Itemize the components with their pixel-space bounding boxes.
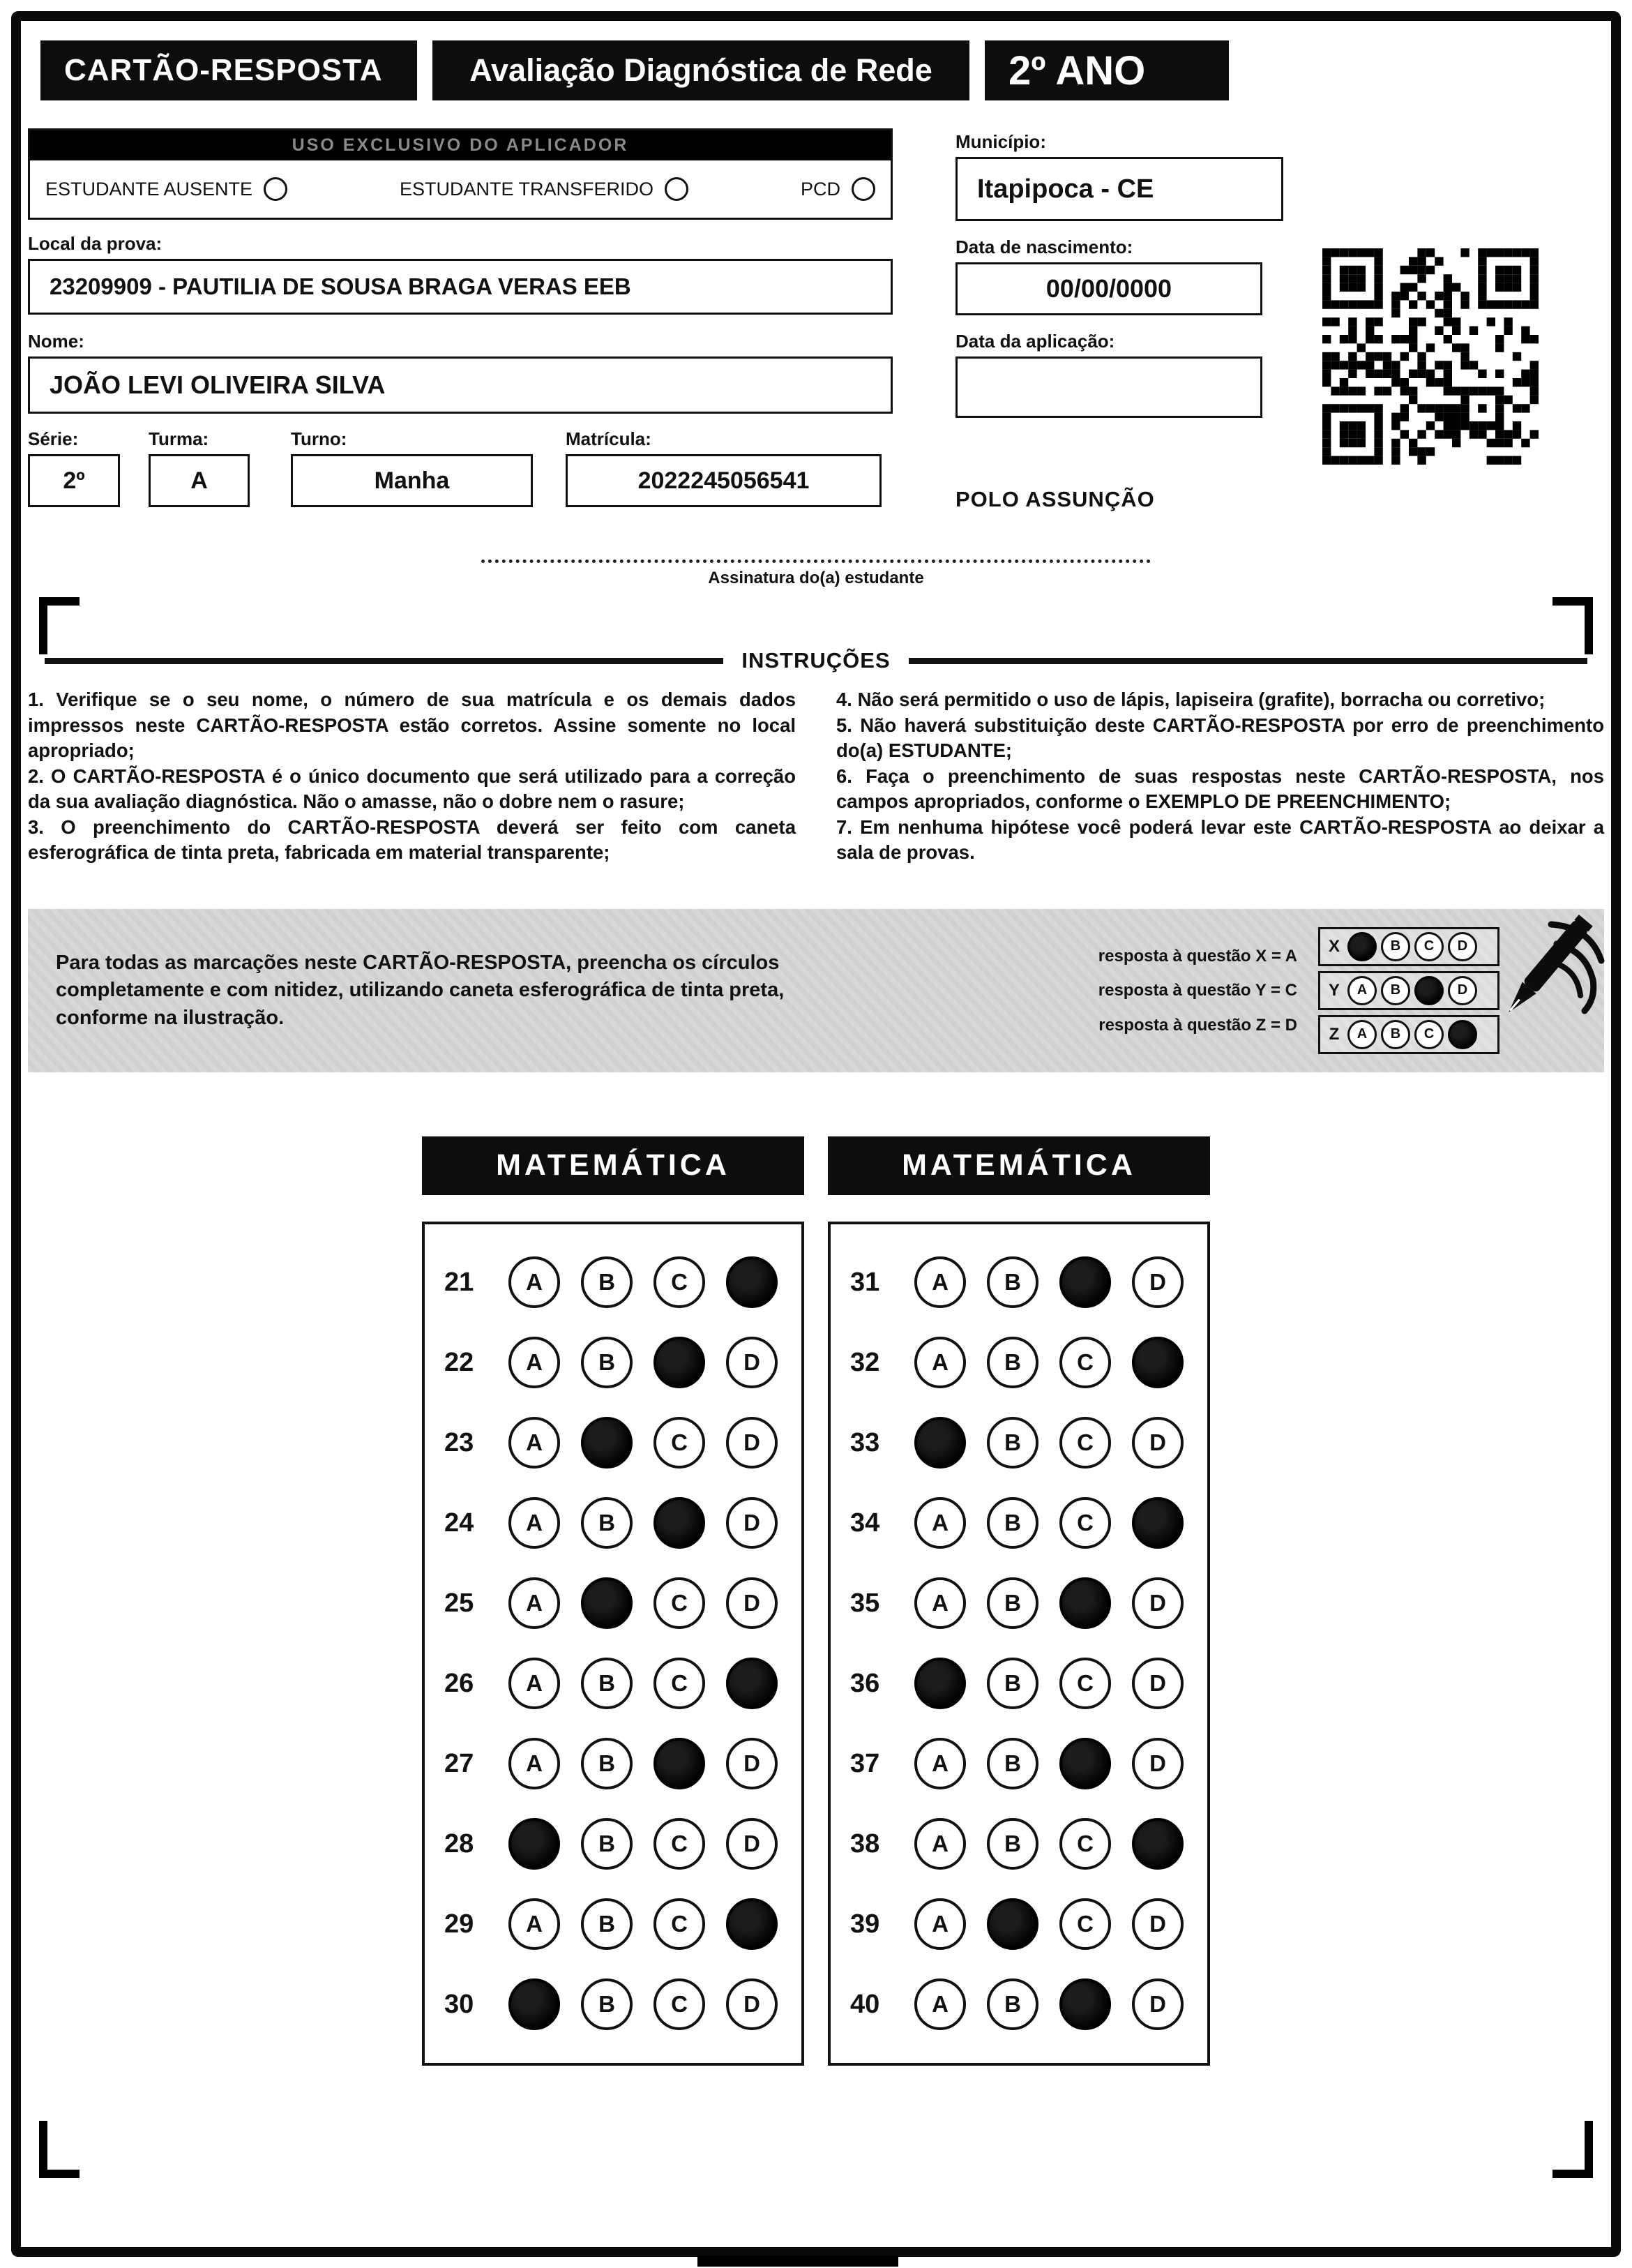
answer-bubble-q35-d[interactable]: D — [1132, 1577, 1184, 1629]
answer-bubble-q27-c[interactable] — [653, 1738, 705, 1789]
option-estudante-ausente — [45, 177, 287, 201]
answer-row-21 — [444, 1242, 801, 1323]
answer-row-36 — [850, 1644, 1207, 1724]
answer-bubble-q39-d[interactable]: D — [1132, 1898, 1184, 1950]
answer-bubble-q23-b[interactable] — [581, 1417, 633, 1469]
answer-bubble-q27-d[interactable]: D — [726, 1738, 778, 1789]
answer-grid-21-30 — [422, 1222, 804, 2066]
answer-bubble-q36-c[interactable]: C — [1059, 1658, 1111, 1709]
answer-bubble-q30-d[interactable]: D — [726, 1978, 778, 2030]
answer-row-22 — [444, 1323, 801, 1403]
instruction-item: 7. Em nenhuma hipótese você poderá levar este CARTÃO-RESPOSTA ao deixar a sala de provas. — [836, 816, 1604, 864]
answer-row-29 — [444, 1884, 801, 1965]
option-label: ESTUDANTE AUSENTE — [45, 178, 253, 200]
field-label: Data da aplicação: — [955, 331, 1115, 352]
answer-bubble-q29-a[interactable]: A — [508, 1898, 560, 1950]
answer-bubble-q22-a[interactable]: A — [508, 1337, 560, 1388]
assessment-title: Avaliação Diagnóstica de Rede — [432, 40, 969, 100]
answer-bubble-q22-d[interactable]: D — [726, 1337, 778, 1388]
legend-line-y: resposta à questão Y = C — [1098, 981, 1297, 1000]
answer-bubble-q26-d[interactable] — [726, 1658, 778, 1709]
field-data-aplicacao — [955, 331, 1290, 418]
answer-bubble-q21-c[interactable]: C — [653, 1256, 705, 1308]
answer-bubble-q32-d[interactable] — [1132, 1337, 1184, 1388]
question-number: 37 — [850, 1748, 880, 1778]
field-matricula — [566, 428, 882, 507]
answer-bubble-q32-a[interactable]: A — [914, 1337, 966, 1388]
aplicacao-value — [955, 356, 1262, 418]
answer-bubble-q29-c[interactable]: C — [653, 1898, 705, 1950]
answer-bubble-q37-c[interactable] — [1059, 1738, 1111, 1789]
answer-row-27 — [444, 1724, 801, 1804]
example-bubble-b: B — [1381, 932, 1410, 961]
turno-value: Manha — [291, 454, 533, 507]
question-number: 29 — [444, 1909, 474, 1939]
answer-bubble-q23-c[interactable]: C — [653, 1417, 705, 1469]
example-bubble-c: C — [1414, 1020, 1444, 1049]
field-turma — [149, 428, 250, 507]
question-number: 26 — [444, 1668, 474, 1698]
example-row-label: X — [1328, 936, 1340, 956]
answer-row-24 — [444, 1483, 801, 1563]
answer-bubble-q37-b[interactable]: B — [987, 1738, 1038, 1789]
question-number: 31 — [850, 1267, 880, 1297]
instructions-column-right — [836, 687, 1604, 866]
instruction-item: 1. Verifique se o seu nome, o número de sua matrícula e os demais dados impressos neste CARTÃO-RESPOSTA estão corretos. Assine somente no local apropriado; — [28, 689, 796, 762]
answer-bubble-q24-b[interactable]: B — [581, 1497, 633, 1549]
answer-bubble-q25-d[interactable]: D — [726, 1577, 778, 1629]
applicator-box — [28, 128, 893, 220]
answer-bubble-q27-a[interactable]: A — [508, 1738, 560, 1789]
answer-bubble-q26-b[interactable]: B — [581, 1658, 633, 1709]
example-bubble-b: B — [1381, 1020, 1410, 1049]
answer-bubble-q36-b[interactable]: B — [987, 1658, 1038, 1709]
question-number: 21 — [444, 1267, 474, 1297]
answer-bubble-q40-b[interactable]: B — [987, 1978, 1038, 2030]
answer-bubble-q39-a[interactable]: A — [914, 1898, 966, 1950]
answer-bubble-q31-c[interactable] — [1059, 1256, 1111, 1308]
answer-bubble-q35-b[interactable]: B — [987, 1577, 1038, 1629]
answer-bubble-q28-c[interactable]: C — [653, 1818, 705, 1870]
answer-bubble-q39-b[interactable] — [987, 1898, 1038, 1950]
answer-row-38 — [850, 1804, 1207, 1884]
answer-bubble-q34-d[interactable] — [1132, 1497, 1184, 1549]
option-label: PCD — [800, 178, 840, 200]
example-bubble-a — [1347, 932, 1377, 961]
example-bubble-b: B — [1381, 976, 1410, 1005]
qr-code — [1320, 246, 1541, 467]
answer-row-30 — [444, 1965, 801, 2045]
instructions-title: INSTRUÇÕES — [741, 648, 891, 673]
answer-row-33 — [850, 1403, 1207, 1483]
turma-value: A — [149, 454, 250, 507]
corner-mark-top-left — [39, 597, 80, 654]
answer-bubble-q28-b[interactable]: B — [581, 1818, 633, 1870]
answer-row-23 — [444, 1403, 801, 1483]
example-bubble-a: A — [1347, 976, 1377, 1005]
answer-bubble-q33-b[interactable]: B — [987, 1417, 1038, 1469]
corner-mark-bottom-right — [1552, 2121, 1593, 2178]
option-label: ESTUDANTE TRANSFERIDO — [400, 178, 654, 200]
nome-value: JOÃO LEVI OLIVEIRA SILVA — [28, 356, 893, 414]
example-bubble-c: C — [1414, 932, 1444, 961]
scan-timing-mark — [697, 2255, 898, 2267]
option-estudante-transferido — [400, 177, 688, 201]
answer-bubble-q32-b[interactable]: B — [987, 1337, 1038, 1388]
example-row-label: Z — [1329, 1024, 1340, 1044]
applicator-bar-title: USO EXCLUSIVO DO APLICADOR — [30, 130, 891, 160]
matricula-value: 2022245056541 — [566, 454, 882, 507]
answer-bubble-q30-c[interactable]: C — [653, 1978, 705, 2030]
pen-hand-illustration — [1455, 898, 1608, 1072]
signature-label: Assinatura do(a) estudante — [708, 569, 924, 587]
question-number: 40 — [850, 1989, 880, 2019]
question-number: 32 — [850, 1347, 880, 1377]
answer-bubble-q24-c[interactable] — [653, 1497, 705, 1549]
answer-bubble-q30-b[interactable]: B — [581, 1978, 633, 2030]
question-number: 36 — [850, 1668, 880, 1698]
field-label: Data de nascimento: — [955, 236, 1133, 257]
answer-bubble-q38-a[interactable]: A — [914, 1818, 966, 1870]
example-bubble-a: A — [1347, 1020, 1377, 1049]
answer-bubble-q36-d[interactable]: D — [1132, 1658, 1184, 1709]
answer-column-1 — [422, 1136, 804, 2066]
answer-bubble-q38-d[interactable] — [1132, 1818, 1184, 1870]
answer-column-2 — [828, 1136, 1210, 2066]
answer-bubble-q24-d[interactable]: D — [726, 1497, 778, 1549]
legend-line-z: resposta à questão Z = D — [1098, 1015, 1297, 1035]
question-number: 28 — [444, 1828, 474, 1858]
answer-bubble-q21-a[interactable]: A — [508, 1256, 560, 1308]
subject-header-matematica-1: MATEMÁTICA — [422, 1136, 804, 1195]
answer-bubble-q40-a[interactable]: A — [914, 1978, 966, 2030]
question-number: 33 — [850, 1427, 880, 1457]
answer-bubble-q40-c[interactable] — [1059, 1978, 1111, 2030]
field-label: Matrícula: — [566, 428, 651, 449]
field-label: Nome: — [28, 331, 84, 352]
answer-bubble-q24-a[interactable]: A — [508, 1497, 560, 1549]
answer-bubble-q35-c[interactable] — [1059, 1577, 1111, 1629]
municipio-value: Itapipoca - CE — [955, 157, 1283, 221]
corner-mark-top-right — [1552, 597, 1593, 654]
answer-bubble-q21-d[interactable] — [726, 1256, 778, 1308]
answer-row-39 — [850, 1884, 1207, 1965]
right-column — [955, 131, 1290, 433]
question-number: 27 — [444, 1748, 474, 1778]
pcd-bubble[interactable] — [852, 177, 875, 201]
question-number: 22 — [444, 1347, 474, 1377]
fill-example-text: Para todas as marcações neste CARTÃO-RESPOSTA, preencha os círculos completamente e com nitidez, utilizando caneta esferográfica de tinta preta, conforme na ilustração. — [56, 952, 785, 1029]
signature-area — [28, 560, 1604, 588]
answer-bubble-q23-a[interactable]: A — [508, 1417, 560, 1469]
field-label: Turno: — [291, 428, 347, 449]
fill-example-box — [28, 909, 1604, 1072]
subject-header-matematica-2: MATEMÁTICA — [828, 1136, 1210, 1195]
answer-bubble-q37-a[interactable]: A — [914, 1738, 966, 1789]
field-municipio — [955, 131, 1290, 221]
answer-bubble-q25-a[interactable]: A — [508, 1577, 560, 1629]
answer-row-34 — [850, 1483, 1207, 1563]
instruction-item: 2. O CARTÃO-RESPOSTA é o único documento que será utilizado para a correção da sua avaliação diagnóstica. Não o amasse, não o dobre nem o rasure; — [28, 765, 796, 813]
answer-row-40 — [850, 1965, 1207, 2045]
rule-right — [909, 658, 1587, 664]
rule-left — [45, 658, 723, 664]
answer-row-37 — [850, 1724, 1207, 1804]
answer-bubble-q23-d[interactable]: D — [726, 1417, 778, 1469]
answer-bubble-q36-a[interactable] — [914, 1658, 966, 1709]
instruction-item: 6. Faça o preenchimento de suas respostas neste CARTÃO-RESPOSTA, nos campos apropriados, conforme o EXEMPLO DE PREENCHIMENTO; — [836, 765, 1604, 813]
answer-sheet — [28, 28, 1604, 2066]
question-number: 30 — [444, 1989, 474, 2019]
field-label: Local da prova: — [28, 233, 163, 254]
answer-bubble-q39-c[interactable]: C — [1059, 1898, 1111, 1950]
answer-bubble-q33-a[interactable] — [914, 1417, 966, 1469]
answer-bubble-q22-b[interactable]: B — [581, 1337, 633, 1388]
answer-bubble-q26-c[interactable]: C — [653, 1658, 705, 1709]
answer-bubble-q26-a[interactable]: A — [508, 1658, 560, 1709]
polo-label: POLO ASSUNÇÃO — [955, 487, 1155, 511]
example-bubble-d: D — [1448, 932, 1477, 961]
fill-example-legend — [1046, 939, 1297, 1042]
answer-bubble-q38-c[interactable]: C — [1059, 1818, 1111, 1870]
answer-row-26 — [444, 1644, 801, 1724]
answer-bubble-q38-b[interactable]: B — [987, 1818, 1038, 1870]
answer-bubble-q30-a[interactable] — [508, 1978, 560, 2030]
instructions-column-left — [28, 687, 796, 866]
answer-bubble-q34-b[interactable]: B — [987, 1497, 1038, 1549]
transferido-bubble[interactable] — [665, 177, 688, 201]
answer-bubble-q31-d[interactable]: D — [1132, 1256, 1184, 1308]
answer-bubble-q29-d[interactable] — [726, 1898, 778, 1950]
sheet-title: CARTÃO-RESPOSTA — [40, 40, 417, 100]
answer-bubble-q27-b[interactable]: B — [581, 1738, 633, 1789]
question-number: 35 — [850, 1588, 880, 1618]
answer-bubble-q25-b[interactable] — [581, 1577, 633, 1629]
serie-value: 2º — [28, 454, 120, 507]
local-value: 23209909 - PAUTILIA DE SOUSA BRAGA VERAS EEB — [28, 259, 893, 315]
signature-line[interactable] — [481, 560, 1151, 563]
answer-bubble-q32-c[interactable]: C — [1059, 1337, 1111, 1388]
question-number: 34 — [850, 1508, 880, 1538]
question-number: 25 — [444, 1588, 474, 1618]
answer-bubble-q22-c[interactable] — [653, 1337, 705, 1388]
field-label: Turma: — [149, 428, 209, 449]
example-bubble-d: D — [1448, 976, 1477, 1005]
nascimento-value: 00/00/0000 — [955, 262, 1262, 315]
corner-mark-bottom-left — [39, 2121, 80, 2178]
answers-section — [28, 1136, 1604, 2066]
answer-bubble-q33-c[interactable]: C — [1059, 1417, 1111, 1469]
instruction-item: 4. Não será permitido o uso de lápis, lapiseira (grafite), borracha ou corretivo; — [836, 689, 1546, 710]
answer-bubble-q37-d[interactable]: D — [1132, 1738, 1184, 1789]
field-serie — [28, 428, 120, 507]
instructions-columns — [28, 687, 1604, 866]
answer-bubble-q31-a[interactable]: A — [914, 1256, 966, 1308]
answer-row-25 — [444, 1563, 801, 1644]
question-number: 24 — [444, 1508, 474, 1538]
answer-bubble-q25-c[interactable]: C — [653, 1577, 705, 1629]
answer-grid-31-40 — [828, 1222, 1210, 2066]
header — [40, 40, 1592, 100]
instructions-section — [28, 648, 1604, 866]
answer-bubble-q34-c[interactable]: C — [1059, 1497, 1111, 1549]
instruction-item: 3. O preenchimento do CARTÃO-RESPOSTA deverá ser feito com caneta esferográfica de tinta preta, fabricada em material transparente; — [28, 816, 796, 864]
answer-bubble-q35-a[interactable]: A — [914, 1577, 966, 1629]
ausente-bubble[interactable] — [264, 177, 287, 201]
question-number: 38 — [850, 1828, 880, 1858]
answer-bubble-q21-b[interactable]: B — [581, 1256, 633, 1308]
question-number: 39 — [850, 1909, 880, 1939]
answer-bubble-q40-d[interactable]: D — [1132, 1978, 1184, 2030]
question-number: 23 — [444, 1427, 474, 1457]
field-turno — [291, 428, 533, 507]
answer-row-28 — [444, 1804, 801, 1884]
grade-badge: 2º ANO — [985, 40, 1229, 100]
answer-bubble-q31-b[interactable]: B — [987, 1256, 1038, 1308]
field-label: Município: — [955, 131, 1046, 152]
field-local-da-prova — [28, 233, 893, 315]
answer-bubble-q29-b[interactable]: B — [581, 1898, 633, 1950]
answer-row-35 — [850, 1563, 1207, 1644]
field-nome — [28, 331, 893, 414]
instruction-item: 5. Não haverá substituição deste CARTÃO-RESPOSTA por erro de preenchimento do(a) ESTUDANTE; — [836, 714, 1604, 762]
instructions-header — [45, 648, 1587, 673]
small-fields-row — [28, 428, 893, 519]
example-bubble-c — [1414, 976, 1444, 1005]
answer-bubble-q28-a[interactable] — [508, 1818, 560, 1870]
field-data-nascimento — [955, 236, 1290, 315]
legend-line-x: resposta à questão X = A — [1098, 947, 1297, 966]
applicator-options — [30, 160, 891, 218]
answer-bubble-q34-a[interactable]: A — [914, 1497, 966, 1549]
answer-bubble-q28-d[interactable]: D — [726, 1818, 778, 1870]
answer-row-31 — [850, 1242, 1207, 1323]
field-label: Série: — [28, 428, 79, 449]
answer-row-32 — [850, 1323, 1207, 1403]
option-pcd — [801, 177, 875, 201]
answer-bubble-q33-d[interactable]: D — [1132, 1417, 1184, 1469]
student-data-section — [28, 128, 1604, 547]
example-row-label: Y — [1328, 980, 1340, 1000]
